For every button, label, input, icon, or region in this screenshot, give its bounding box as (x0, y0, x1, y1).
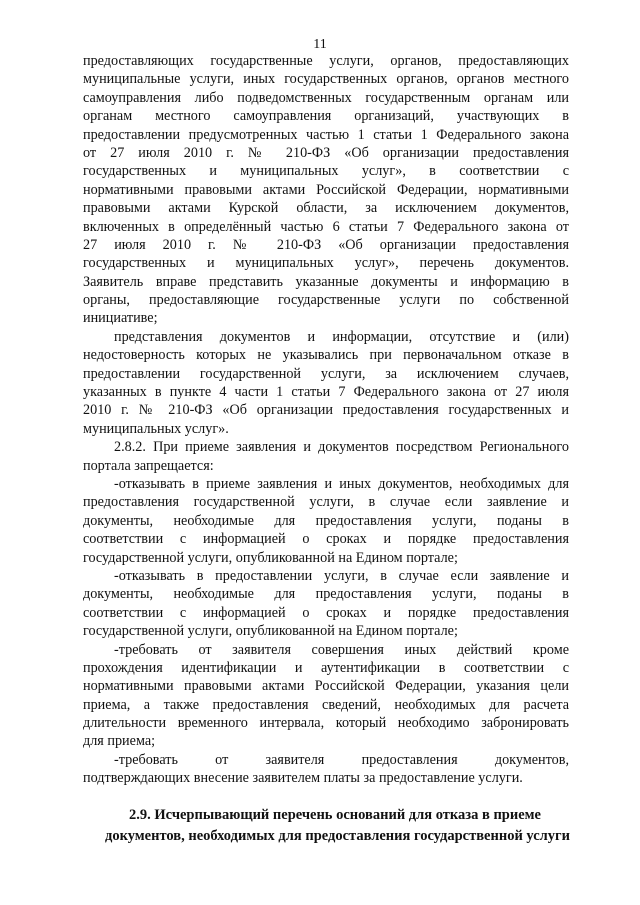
text-line: органы, предоставляющие государственные услуги по собственной (83, 292, 569, 309)
text-line: длительности временного интервала, который необходимо забронировать (83, 715, 569, 732)
text-line: 2010 г. № 210-ФЗ «Об организации предоставления государственных и (83, 402, 569, 419)
text-line: предоставляющих государственные услуги, органов, предоставляющих (83, 53, 569, 69)
text-line: государственной услуги, опубликованной на Едином портале; (83, 549, 458, 566)
section-heading-line-1: 2.9. Исчерпывающий перечень оснований для отказа в приеме (129, 807, 541, 823)
section-heading (100, 805, 570, 847)
body-text (83, 52, 569, 788)
text-line: соответствии с информацией о сроках и порядке предоставления (83, 604, 569, 621)
text-line: инициативе; (83, 310, 158, 327)
text-line: включенных в определённый частью 6 статьи 7 Федерального закона от (83, 218, 569, 235)
text-line: подтверждающих внесение заявителем платы за предоставление услуги. (83, 770, 523, 787)
text-line: предоставления государственной услуги, в случае если заявление и (83, 494, 569, 511)
text-line: государственных и муниципальных услуг», перечень документов. (83, 255, 569, 272)
page-number: 11 (313, 37, 327, 52)
text-line: предоставлении предусмотренных частью 1 статьи 1 Федерального закона (83, 126, 569, 143)
section-heading-line-2: документов, необходимых для предоставления государственной услуги (105, 828, 570, 844)
text-line: портала запрещается: (83, 457, 214, 474)
text-line: Заявитель вправе представить указанные документы и информацию в (83, 273, 569, 290)
text-line: приема, а также предоставления сведений, необходимых для расчета (83, 696, 569, 713)
text-line: недостоверность которых не указывались при первоначальном отказе в (83, 347, 569, 364)
text-line: органам местного самоуправления организаций, участвующих в (83, 108, 569, 125)
text-line: -отказывать в приеме заявления и иных документов, необходимых для (114, 475, 569, 492)
text-line: нормативными правовыми актами Российской Федерации, нормативными (83, 181, 569, 198)
text-line: правовыми актами Курской области, за исключением документов, (83, 200, 569, 217)
text-line: указанных в пункте 4 части 1 статьи 7 Федерального закона от 27 июля (83, 384, 569, 401)
text-line: государственной услуги, опубликованной на Едином портале; (83, 623, 458, 640)
text-line: муниципальных услуг». (83, 420, 229, 437)
text-line: предоставлении государственной услуги, за исключением случаев, (83, 365, 569, 382)
text-line: представления документов и информации, отсутствие и (или) (114, 328, 569, 345)
text-line: 2.8.2. При приеме заявления и документов посредством Регионального (114, 439, 569, 456)
text-line: для приема; (83, 733, 156, 750)
text-line: соответствии с информацией о сроках и порядке предоставления (83, 531, 569, 548)
text-line: самоуправления либо подведомственных государственным органам или (83, 89, 569, 106)
text-line: документы, необходимые для предоставления услуги, поданы в (83, 512, 569, 529)
text-line: -отказывать в предоставлении услуги, в случае если заявление и (114, 567, 569, 584)
text-line: нормативными правовыми актами Российской Федерации, указания цели (83, 678, 569, 695)
text-line: 27 июля 2010 г. № 210-ФЗ «Об организации предоставления (83, 236, 569, 253)
text-line: документы, необходимые для предоставления услуги, поданы в (83, 586, 569, 603)
text-line: -требовать от заявителя предоставления документов, (114, 751, 569, 768)
text-line: -требовать от заявителя совершения иных действий кроме (114, 641, 569, 658)
text-line: государственных и муниципальных услуг», в соответствии с (83, 163, 569, 180)
text-line: от 27 июля 2010 г. № 210-ФЗ «Об организации предоставления (83, 144, 569, 161)
text-line: муниципальные услуги, иных государственных органов, органов местного (83, 71, 569, 88)
text-line: прохождения идентификации и аутентификации в соответствии с (83, 659, 569, 676)
